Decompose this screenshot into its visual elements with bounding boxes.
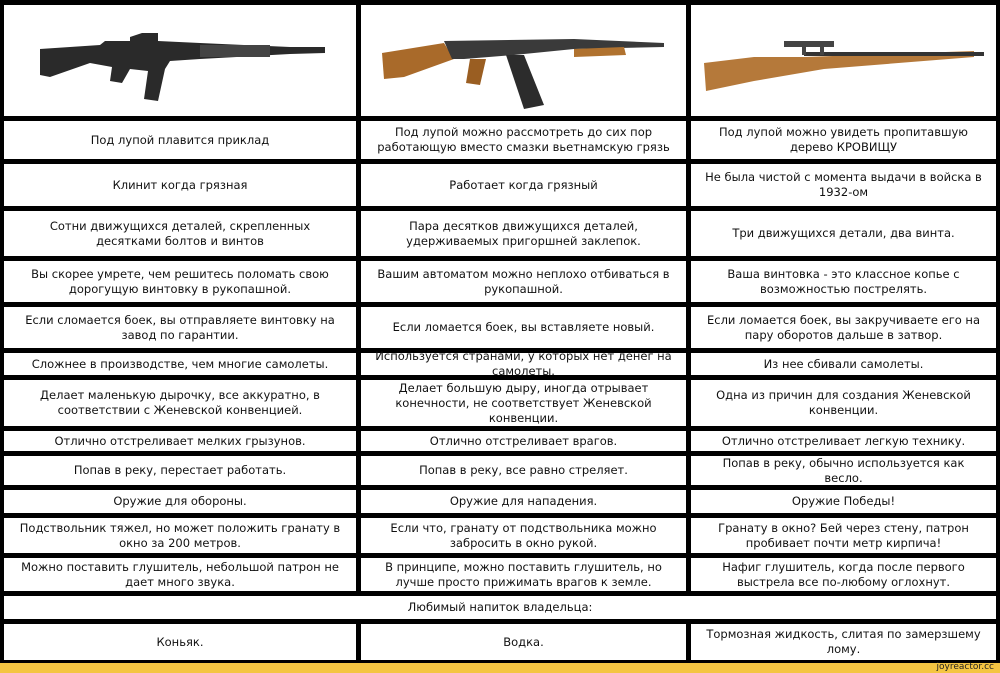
table-cell: Оружие для нападения.: [361, 490, 686, 513]
table-cell: Отлично отстреливает легкую технику.: [691, 431, 996, 451]
table-cell: Делает большую дыру, иногда отрывает конечности, не соответствует Женевской конвенции.: [361, 380, 686, 426]
table-cell: Нафиг глушитель, когда после первого выстрела все по-любому оглохнут.: [691, 558, 996, 591]
table-cell: Если сломается боек, вы отправляете винтовку на завод по гарантии.: [4, 307, 356, 348]
table-cell: Под лупой можно увидеть пропитавшую дерево КРОВИЩУ: [691, 121, 996, 159]
table-cell: Вы скорее умрете, чем решитесь поломать свою дорогущую винтовку в рукопашной.: [4, 261, 356, 302]
table-cell: Одна из причин для создания Женевской конвенции.: [691, 380, 996, 426]
table-cell: Пара десятков движущихся деталей, удерживаемых пригоршней заклепок.: [361, 211, 686, 256]
footer-bar: [0, 663, 1000, 673]
table-cell: Делает маленькую дырочку, все аккуратно, в соответствии с Женевской конвенцией.: [4, 380, 356, 426]
table-cell: Если что, гранату от подствольника можно забросить в окно рукой.: [361, 518, 686, 553]
table-cell: Если ломается боек, вы закручиваете его на пару оборотов дальше в затвор.: [691, 307, 996, 348]
table-cell: Если ломается боек, вы вставляете новый.: [361, 307, 686, 348]
table-cell: Вашим автоматом можно неплохо отбиваться в рукопашной.: [361, 261, 686, 302]
table-cell: Под лупой плавится приклад: [4, 121, 356, 159]
ak47-rifle-image: [361, 5, 686, 116]
table-cell: Подствольник тяжел, но может положить гранату в окно за 200 метров.: [4, 518, 356, 553]
table-cell: Попав в реку, все равно стреляет.: [361, 456, 686, 485]
table-cell: В принципе, можно поставить глушитель, но лучше просто прижимать врагов к земле.: [361, 558, 686, 591]
site-watermark: joyreactor.cc: [936, 662, 994, 672]
table-cell: Используется странами, у которых нет денег на самолеты.: [361, 353, 686, 375]
table-cell: Оружие для обороны.: [4, 490, 356, 513]
mosin-rifle-image: [691, 5, 996, 116]
m16-rifle-image: [4, 5, 356, 116]
drink-cell: Водка.: [361, 624, 686, 660]
drink-header: Любимый напиток владельца:: [4, 596, 996, 619]
table-cell: Попав в реку, обычно используется как весло.: [691, 456, 996, 485]
table-cell: Отлично отстреливает мелких грызунов.: [4, 431, 356, 451]
table-cell: Можно поставить глушитель, небольшой патрон не дает много звука.: [4, 558, 356, 591]
table-cell: Гранату в окно? Бей через стену, патрон пробивает почти метр кирпича!: [691, 518, 996, 553]
table-cell: Ваша винтовка - это классное копье с возможностью пострелять.: [691, 261, 996, 302]
table-cell: Оружие Победы!: [691, 490, 996, 513]
table-cell: Попав в реку, перестает работать.: [4, 456, 356, 485]
table-cell: Клинит когда грязная: [4, 164, 356, 206]
drink-cell: Тормозная жидкость, слитая по замерзшему лому.: [691, 624, 996, 660]
table-cell: Не была чистой с момента выдачи в войска в 1932-ом: [691, 164, 996, 206]
table-cell: Под лупой можно рассмотреть до сих пор работающую вместо смазки вьетнамскую грязь: [361, 121, 686, 159]
table-cell: Отлично отстреливает врагов.: [361, 431, 686, 451]
table-cell: Работает когда грязный: [361, 164, 686, 206]
table-cell: Три движущихся детали, два винта.: [691, 211, 996, 256]
table-cell: Сложнее в производстве, чем многие самолеты.: [4, 353, 356, 375]
table-cell: Из нее сбивали самолеты.: [691, 353, 996, 375]
drink-cell: Коньяк.: [4, 624, 356, 660]
table-cell: Сотни движущихся деталей, скрепленных десятками болтов и винтов: [4, 211, 356, 256]
